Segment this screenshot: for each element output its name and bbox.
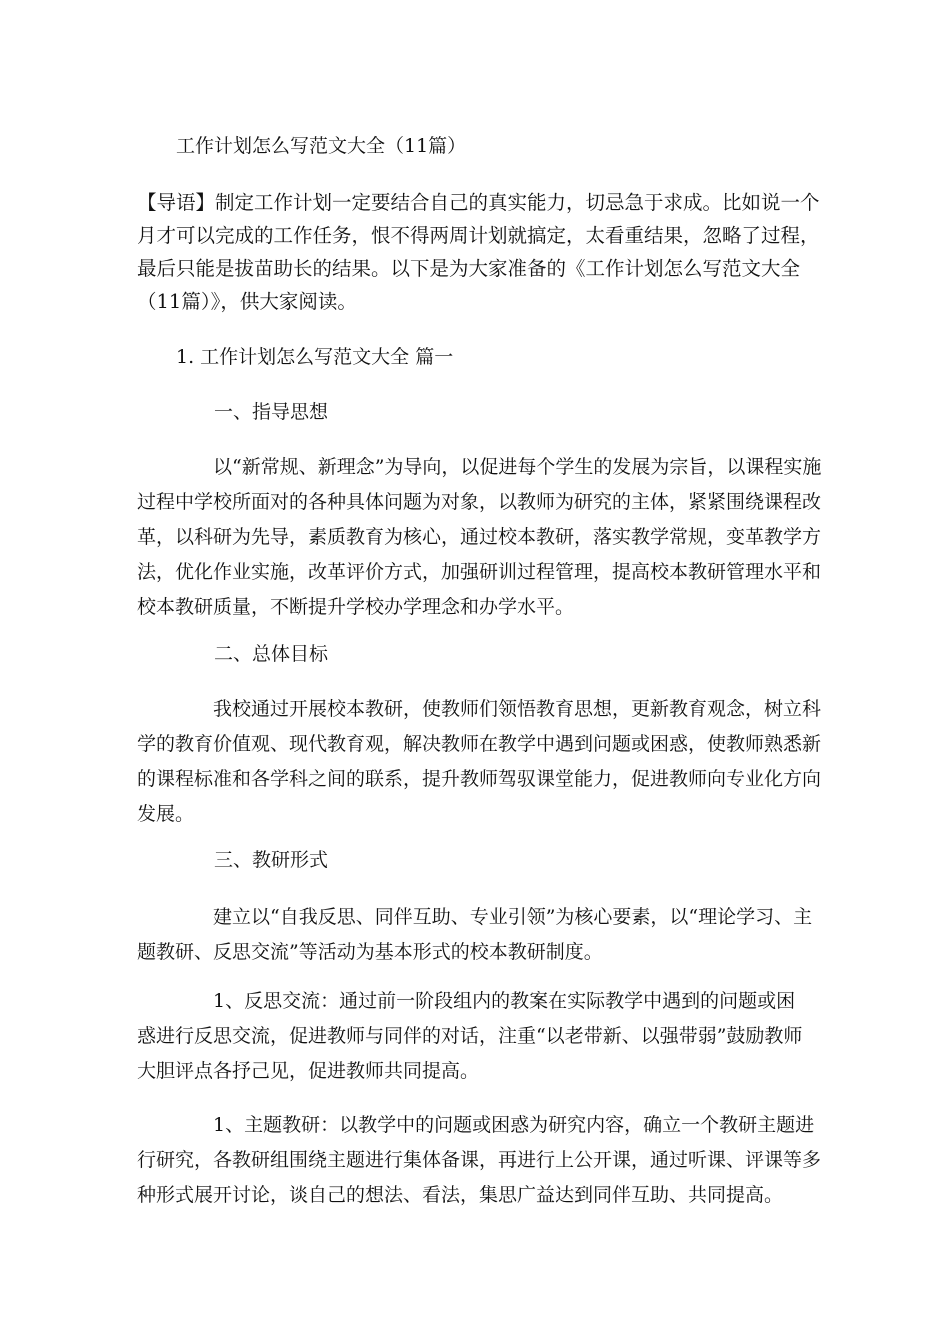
section-body-forms: 建立以“自我反思、同伴互助、专业引领”为核心要素，以“理论学习、主题教研、反思交流”等活动为基本形式的校本教研制度。 (137, 906, 813, 963)
section-heading-goals: 二、总体目标 (214, 643, 329, 665)
section-body-goals: 我校通过开展校本教研，使教师们领悟教育思想，更新教育观念，树立科学的教育价值观、现代教育观，解决教师在教学中遇到问题或困惑，使教师熟悉新的课程标准和各学科之间的联系，提升教师驾驭课堂能力，促进教师向专业化方向发展。 (137, 698, 822, 825)
document-title: 工作计划怎么写范文大全（11篇） (176, 135, 467, 157)
point-theme-research: 1、主题教研：以教学中的问题或困惑为研究内容，确立一个教研主题进行研究，各教研组围绕主题进行集体备课，再进行上公开课，通过听课、评课等多种形式展开讨论，谈自己的想法、看法，集思广益达到同伴互助、共同提高。 (137, 1114, 822, 1206)
section-heading-guiding: 一、指导思想 (214, 401, 329, 423)
section-body-guiding: 以“新常规、新理念”为导向，以促进每个学生的发展为宗旨，以课程实施过程中学校所面对的各种具体问题为对象，以教师为研究的主体，紧紧围绕课程改革，以科研为先导，素质教育为核心，通过校本教研，落实教学常规，变革教学方法，优化作业实施，改革评价方式，加强研训过程管理，提高校本教研管理水平和校本教研质量，不断提升学校办学理念和办学水平。 (137, 456, 822, 618)
intro-paragraph: 【导语】制定工作计划一定要结合自己的真实能力，切忌急于求成。比如说一个月才可以完成的工作任务，恨不得两周计划就搞定，太看重结果，忽略了过程，最后只能是拔苗助长的结果。以下是为大家准备的《工作计划怎么写范文大全（11篇）》，供大家阅读。 (137, 191, 820, 313)
item-title: 1. 工作计划怎么写范文大全 篇一 (176, 346, 454, 368)
section-heading-forms: 三、教研形式 (214, 849, 329, 871)
point-reflection: 1、反思交流：通过前一阶段组内的教案在实际教学中遇到的问题或困惑进行反思交流，促进教师与同伴的对话，注重“以老带新、以强带弱”鼓励教师大胆评点各抒己见，促进教师共同提高。 (137, 990, 803, 1082)
